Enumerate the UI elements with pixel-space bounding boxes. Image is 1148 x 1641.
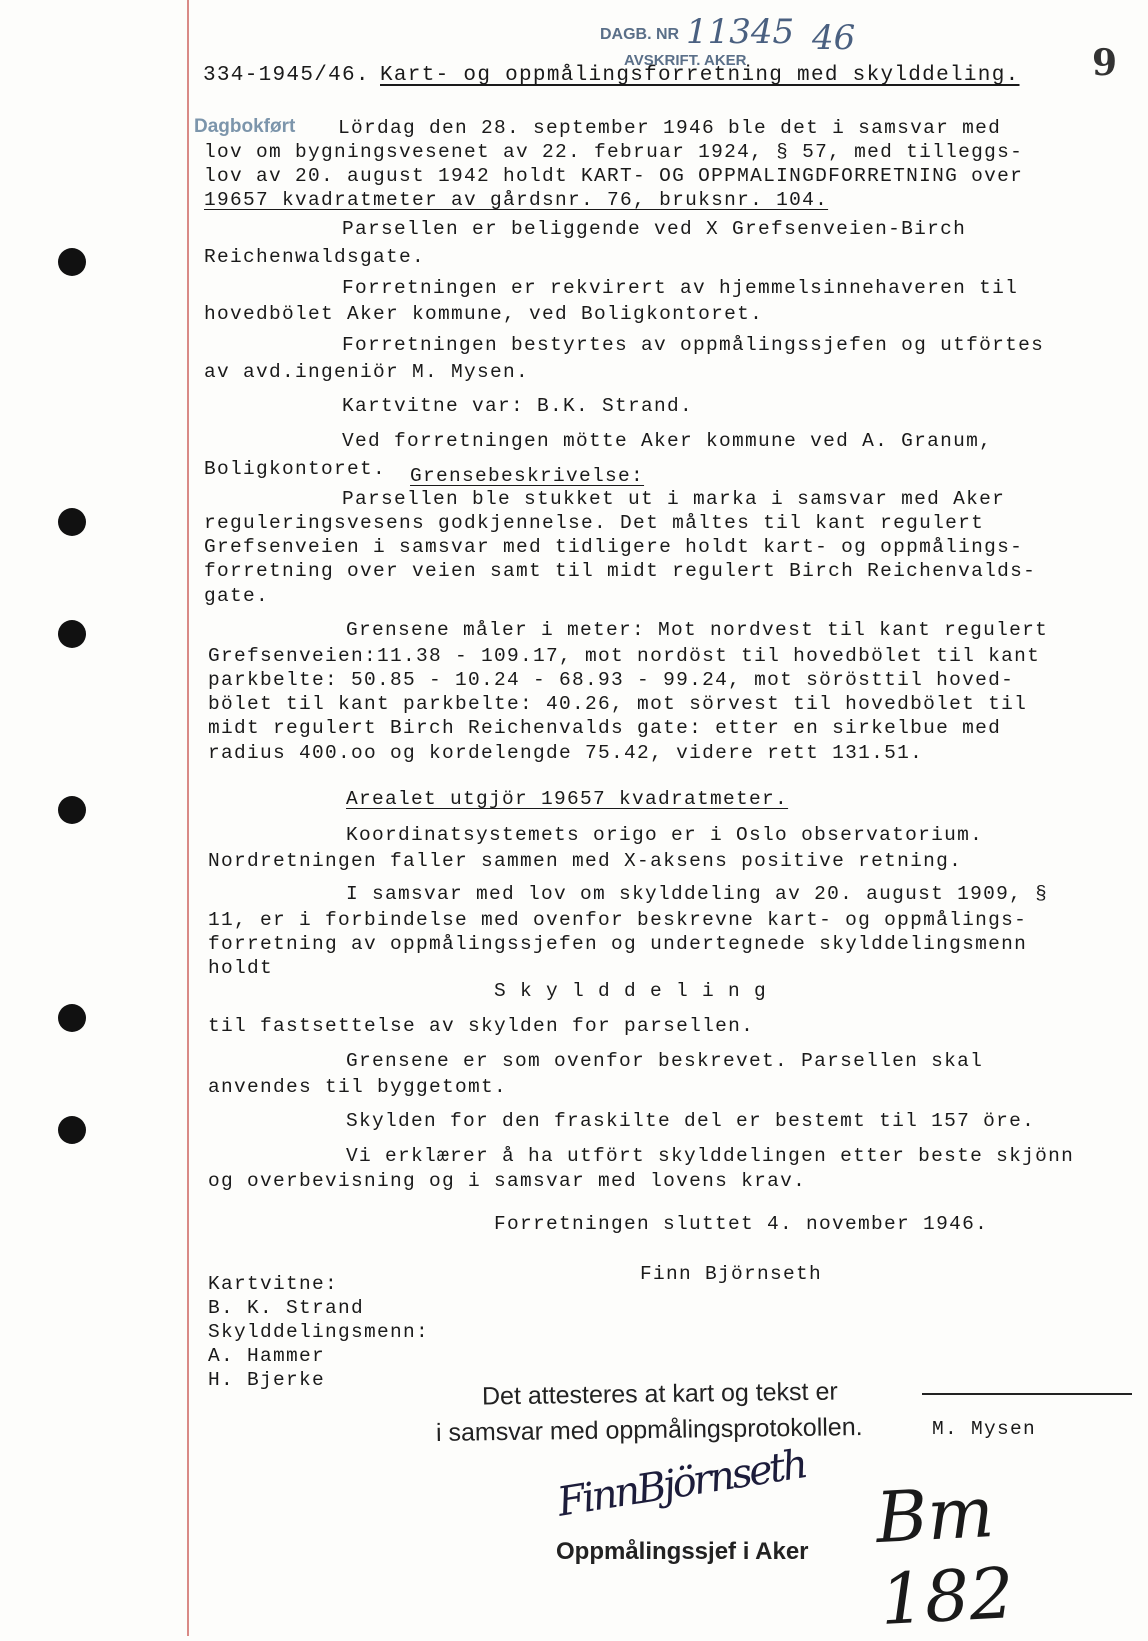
text-line: bölet til kant parkbelte: 40.26, mot sörvest til hovedbölet til bbox=[208, 693, 1028, 715]
punch-hole bbox=[58, 248, 86, 276]
attest-signer: M. Mysen bbox=[932, 1418, 1037, 1440]
dagbokfort-stamp: Dagbokført bbox=[194, 116, 296, 137]
text-line: Forretningen er rekvirert av hjemmelsinnehaveren til bbox=[342, 277, 1019, 299]
punch-hole bbox=[58, 620, 86, 648]
punch-hole bbox=[58, 796, 86, 824]
section-heading-grensebeskrivelse: Grensebeskrivelse: bbox=[410, 465, 645, 487]
handwritten-annotation: Bm 182 bbox=[873, 1471, 1016, 1641]
text-line: Ved forretningen mötte Aker kommune ved A. Granum, bbox=[342, 430, 993, 452]
text-line: til fastsettelse av skylden for parsellen. bbox=[208, 1015, 755, 1037]
section-heading-arealet: Arealet utgjör 19657 kvadratmeter. bbox=[346, 788, 789, 810]
text-line: holdt bbox=[208, 957, 274, 979]
section-heading-skylddeling: S k y l d d e l i n g bbox=[494, 980, 768, 1002]
text-line: 11, er i forbindelse med ovenfor beskrevne kart- og oppmålings- bbox=[208, 909, 1028, 931]
text-line: midt regulert Birch Reichenvalds gate: etter en sirkelbue med bbox=[208, 717, 1002, 739]
text-line: Grefsenveien i samsvar med tidligere holdt kart- og oppmålings- bbox=[204, 536, 1024, 558]
text-line: 19657 kvadratmeter av gårdsnr. 76, bruksnr. 104. bbox=[204, 189, 829, 211]
official-title: Oppmålingssjef i Aker bbox=[556, 1538, 809, 1565]
dagb-number: 11345 bbox=[686, 12, 795, 52]
avskrift-stamp: AVSKRIFT. AKER bbox=[624, 52, 747, 69]
text-line: og overbevisning og i samsvar med lovens krav. bbox=[208, 1170, 807, 1192]
signatory-name: Finn Björnseth bbox=[640, 1263, 823, 1285]
text-line: hovedbölet Aker kommune, ved Boligkontoret. bbox=[204, 303, 764, 325]
dagb-stamp-label: DAGB. NR bbox=[600, 26, 680, 43]
text-line: av avd.ingeniör M. Mysen. bbox=[204, 361, 530, 383]
text-line: Vi erklærer å ha utfört skylddelingen etter beste skjönn bbox=[346, 1145, 1075, 1167]
text-line: Parsellen ble stukket ut i marka i samsvar med Aker bbox=[342, 488, 1006, 510]
text-line: reguleringsvesens godkjennelse. Det måltes til kant regulert bbox=[204, 512, 985, 534]
text-line: Grefsenveien:11.38 - 109.17, mot nordöst til hovedbölet til kant bbox=[208, 645, 1041, 667]
text-line: Grensene er som ovenfor beskrevet. Parsellen skal bbox=[346, 1050, 984, 1072]
skylddelingsmann-name: H. Bjerke bbox=[208, 1369, 326, 1391]
text-line: forretning over veien samt til midt regulert Birch Reichenvalds- bbox=[204, 560, 1037, 582]
skylddelingsmann-name: A. Hammer bbox=[208, 1345, 326, 1367]
punch-hole bbox=[58, 1004, 86, 1032]
text-line: Grensene måler i meter: Mot nordvest til kant regulert bbox=[346, 619, 1049, 641]
text-line: I samsvar med lov om skylddeling av 20. august 1909, § bbox=[346, 883, 1049, 905]
dagb-year: 46 bbox=[812, 18, 856, 58]
document-title: Kart- og oppmålingsforretning med skylddeling. bbox=[380, 64, 1020, 87]
text-line: Forretningen bestyrtes av oppmålingssjefen og utförtes bbox=[342, 334, 1045, 356]
margin-line bbox=[187, 0, 189, 1636]
punch-hole bbox=[58, 1116, 86, 1144]
case-number: 334-1945/46. bbox=[203, 64, 370, 87]
witness-label: Kartvitne: bbox=[208, 1273, 339, 1295]
attest-line-2: i samsvar med oppmålingsprotokollen. bbox=[435, 1413, 863, 1447]
attest-line-1: Det attesteres at kart og tekst er bbox=[481, 1377, 838, 1411]
page-number: 9 bbox=[1092, 42, 1118, 84]
text-line: Skylden for den fraskilte del er bestemt til 157 öre. bbox=[346, 1110, 1036, 1132]
official-signature: FinnBjörnseth bbox=[554, 1441, 809, 1526]
text-line: gate. bbox=[204, 585, 270, 607]
text-line: anvendes til byggetomt. bbox=[208, 1076, 508, 1098]
text-line: forretning av oppmålingssjefen og undertegnede skylddelingsmenn bbox=[208, 933, 1028, 955]
skylddelingsmenn-label: Skylddelingsmenn: bbox=[208, 1321, 430, 1343]
text-line: Boligkontoret. bbox=[204, 458, 387, 480]
text-line: Lördag den 28. september 1946 ble det i samsvar med bbox=[338, 117, 1002, 139]
closing-line: Forretningen sluttet 4. november 1946. bbox=[494, 1213, 989, 1235]
text-line: Nordretningen faller sammen med X-aksens positive retning. bbox=[208, 850, 963, 872]
attest-rule bbox=[922, 1393, 1132, 1395]
text-line: Koordinatsystemets origo er i Oslo observatorium. bbox=[346, 824, 984, 846]
text-line: radius 400.oo og kordelengde 75.42, videre rett 131.51. bbox=[208, 742, 924, 764]
text-line: lov av 20. august 1942 holdt KART- OG OPPMALINGDFORRETNING over bbox=[204, 165, 1024, 187]
text-line: Kartvitne var: B.K. Strand. bbox=[342, 395, 694, 417]
text-line: parkbelte: 50.85 - 10.24 - 68.93 - 99.24, mot sörösttil hoved- bbox=[208, 669, 1015, 691]
text-line: lov om bygningsvesenet av 22. februar 1924, § 57, med tilleggs- bbox=[204, 141, 1024, 163]
punch-hole bbox=[58, 508, 86, 536]
witness-name: B. K. Strand bbox=[208, 1297, 365, 1319]
text-line: Parsellen er beliggende ved X Grefsenveien-Birch bbox=[342, 218, 967, 240]
text-line: Reichenwaldsgate. bbox=[204, 246, 426, 268]
